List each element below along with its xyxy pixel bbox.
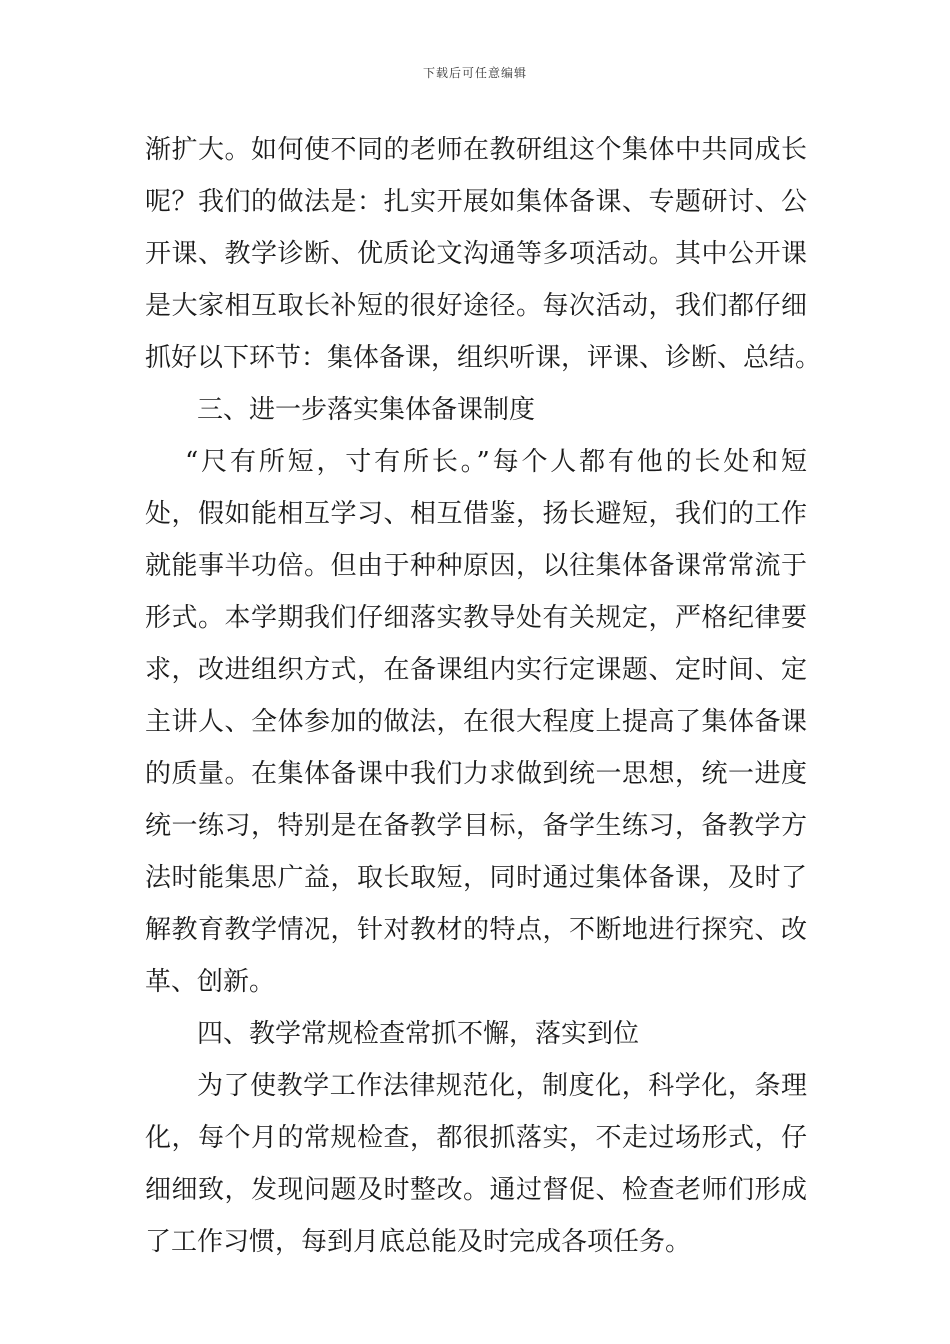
page-header: 下载后可任意编辑 (422, 66, 527, 80)
body-line: 抓好以下环节：集体备课，组织听课，评课、诊断、总结。 (145, 343, 822, 373)
section-heading: 四、教学常规检查常抓不懈，落实到位 (197, 1019, 640, 1049)
body-line: 就能事半功倍。但由于种种原因，以往集体备课常常流于 (145, 551, 807, 581)
body-line: 渐扩大。如何使不同的老师在教研组这个集体中共同成长 (145, 135, 807, 165)
body-line: 是大家相互取长补短的很好途径。每次活动，我们都仔细 (145, 291, 807, 321)
body-line: 统一练习，特别是在备教学目标，备学生练习，备教学方 (145, 811, 807, 841)
body-line: 法时能集思广益，取长取短，同时通过集体备课，及时了 (145, 863, 807, 893)
body-line: 形式。本学期我们仔细落实教导处有关规定，严格纪律要 (145, 603, 807, 633)
body-line: 细细致，发现问题及时整改。通过督促、检查老师们形成 (145, 1175, 807, 1205)
body-line: 革、创新。 (145, 967, 276, 997)
body-line: 为了使教学工作法律规范化，制度化，科学化，条理 (197, 1071, 807, 1101)
body-line: 主讲人、全体参加的做法，在很大程度上提高了集体备课 (145, 707, 807, 737)
body-line: 求，改进组织方式，在备课组内实行定课题、定时间、定 (145, 655, 807, 685)
body-line: 处，假如能相互学习、相互借鉴，扬长避短，我们的工作 (145, 499, 807, 529)
body-line: 开课、教学诊断、优质论文沟通等多项活动。其中公开课 (145, 239, 807, 269)
body-line: 了工作习惯，每到月底总能及时完成各项任务。 (145, 1227, 692, 1257)
section-heading: 三、进一步落实集体备课制度 (197, 395, 536, 425)
document-body (145, 124, 822, 1268)
body-line: “尺有所短，寸有所长。”每个人都有他的长处和短 (185, 447, 807, 477)
body-line: 的质量。在集体备课中我们力求做到统一思想，统一进度 (145, 759, 807, 789)
body-line: 解教育教学情况，针对教材的特点，不断地进行探究、改 (145, 915, 807, 945)
body-line: 呢？我们的做法是：扎实开展如集体备课、专题研讨、公 (145, 187, 807, 217)
body-line: 化，每个月的常规检查，都很抓落实，不走过场形式，仔 (145, 1123, 807, 1153)
